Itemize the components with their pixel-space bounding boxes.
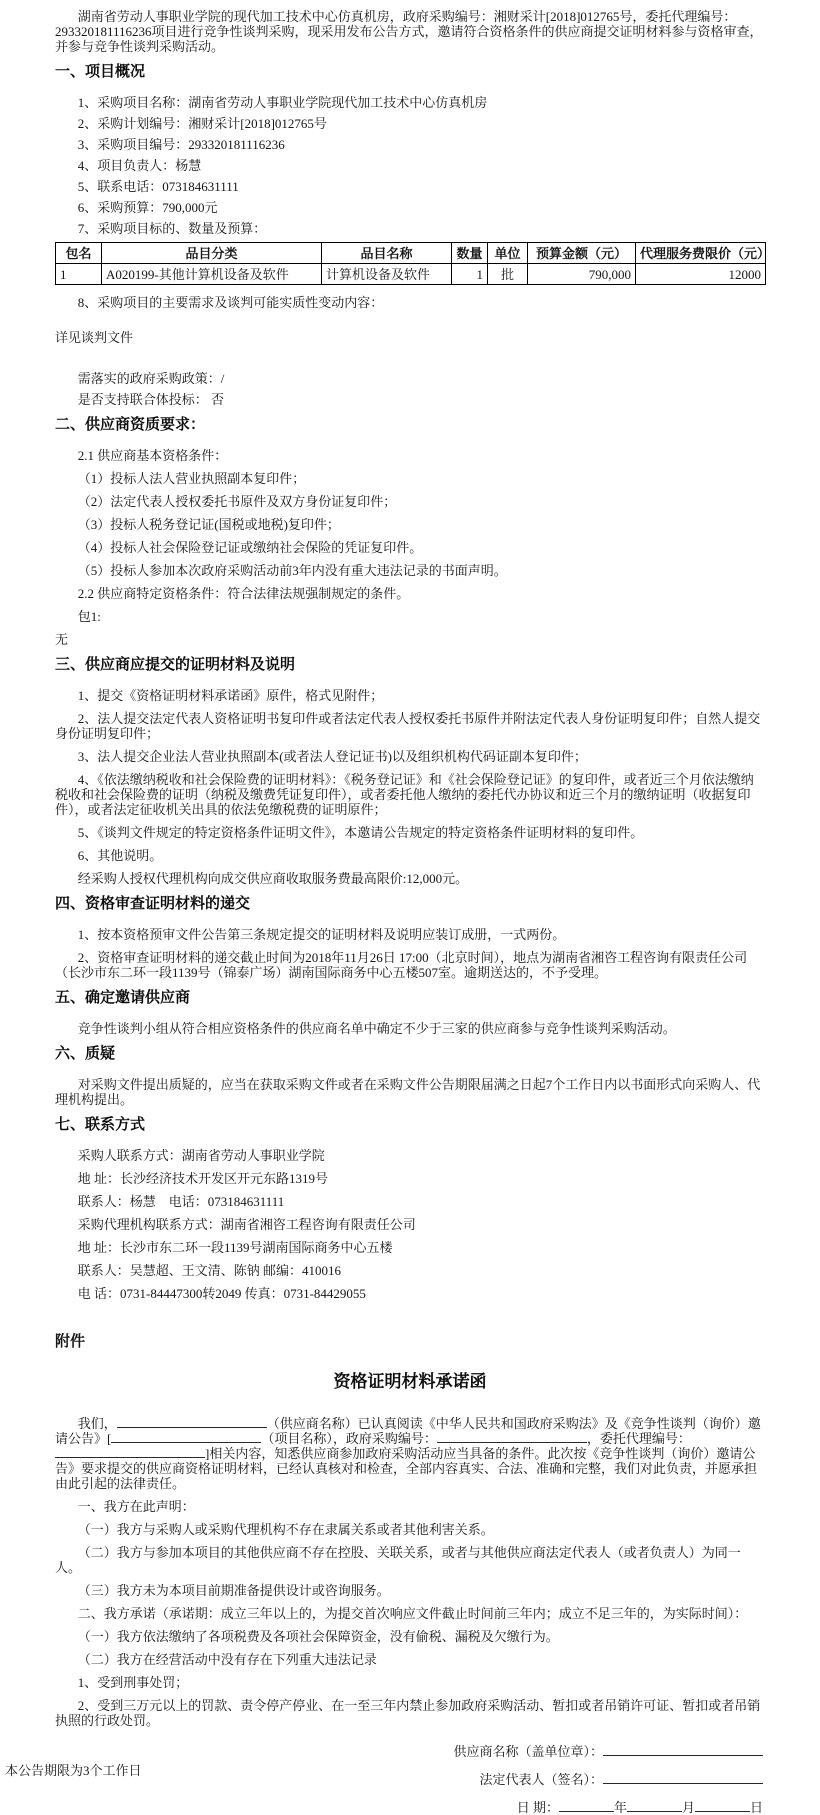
- joint-bid-line: 是否支持联合体投标： 否: [77, 392, 225, 407]
- supplier-signature-line: [55, 1744, 763, 1759]
- cell-quantity: 1: [452, 264, 488, 285]
- year-blank: [559, 1800, 614, 1812]
- material-item-5: 5、《谈判文件规定的特定资格条件证明文件》，本邀请公告规定的特定资格条件证明材料的复印件。: [77, 825, 644, 840]
- declaration-2-2: （二）我方在经营活动中没有存在下列重大违法记录: [77, 1652, 377, 1667]
- project-item-5: 5、联系电话：073184631111: [77, 179, 239, 194]
- header-agency-fee: 代理服务费限价（元）: [636, 243, 766, 264]
- purchaser-address: 地 址：长沙经济技术开发区开元东路1319号: [77, 1171, 329, 1186]
- header-category: 品目分类: [102, 243, 322, 264]
- declaration-1-3: （三）我方未为本项目前期准备提供设计或咨询服务。: [77, 1583, 390, 1598]
- signature-block: [55, 1744, 763, 1815]
- declaration-penalty-2: 2、受到三万元以上的罚款、责令停产停业、在一至三年内禁止参加政府采购活动、暂扣或者吊销许可证、暂扣或者吊销执照的行政处罚。: [55, 1698, 761, 1728]
- purchaser-contact: 采购人联系方式：湖南省劳动人事职业学院: [77, 1148, 325, 1163]
- header-package: 包名: [56, 243, 102, 264]
- supplier-name-blank: [117, 1416, 267, 1428]
- table-row: [56, 264, 766, 285]
- material-item-2: 2、法人提交法定代表人资格证明书复印件或者法定代表人授权委托书原件并附法定代表人身份证明复印件；自然人提交身份证明复印件；: [55, 711, 761, 741]
- project-item-4: 4、项目负责人：杨慧: [77, 158, 202, 173]
- section6-title: 六、质疑: [55, 1046, 116, 1062]
- intro-paragraph: 湖南省劳动人事职业学院的现代加工技术中心仿真机房，政府采购编号：湘财采计[2018]012765号，委托代理编号：293320181116236项目进行竞争性谈判采购，现采用发布公告方式，邀请符合资格条件的供应商提交证明材料参与资格审查，并参与竞争性谈判采购活动。: [55, 9, 763, 54]
- text-segment: ]相关内容，知悉供应商参加政府采购活动应当具备的条件。此次按《竞争性谈判（询价）邀请公告》要求提交的供应商资格证明材料，已经认真核对和检查，全部内容真实、合法、准确和完整，我们对此负责，并愿承担由此引起的法律责任。: [55, 1446, 758, 1491]
- legal-sign-blank: [603, 1772, 763, 1784]
- header-budget: 预算金额（元）: [528, 243, 636, 264]
- header-unit: 单位: [488, 243, 528, 264]
- date-line: [55, 1800, 763, 1815]
- cell-package: 1: [56, 264, 102, 285]
- qualification-item-1: （1）投标人法人营业执照副本复印件；: [77, 471, 306, 486]
- cell-budget: 790,000: [528, 264, 636, 285]
- declaration-1-2: （二）我方与参加本项目的其他供应商不存在控股、关联关系，或者与其他供应商法定代表人（或者负责人）为同一人。: [55, 1545, 741, 1575]
- declaration-2-1: （一）我方依法缴纳了各项税费及各项社会保障资金，没有偷税、漏税及欠缴行为。: [77, 1629, 559, 1644]
- budget-table: [55, 242, 771, 285]
- cell-category: A020199-其他计算机设备及软件: [102, 264, 322, 285]
- declaration-1-1: （一）我方与采购人或采购代理机构不存在隶属关系或者其他利害关系。: [77, 1522, 494, 1537]
- agency-person: 联系人：吴慧超、王文清、陈钠 邮编：410016: [77, 1263, 342, 1278]
- project-item-1: 1、采购项目名称：湖南省劳动人事职业学院现代加工技术中心仿真机房: [77, 95, 488, 110]
- announcement-period-note: 本公告期限为3个工作日: [5, 1763, 142, 1778]
- section3-title: 三、供应商应提交的证明材料及说明: [55, 657, 296, 673]
- agency-no-blank: [55, 1446, 205, 1458]
- submission-item-2: 2、资格审查证明材料的递交截止时间为2018年11月26日 17:00（北京时间），地点为湖南省湘咨工程咨询有限责任公司（长沙市东二环一段1139号（锦泰广场）湖南国际商务中心五楼507室。逾期送达的，不予受理。: [55, 950, 748, 980]
- attachment-label: 附件: [55, 1334, 86, 1350]
- declaration-heading-1: 一、我方在此声明：: [77, 1499, 195, 1514]
- date-label: 日 期：: [516, 1800, 559, 1815]
- qualification-item-5: （5）投标人参加本次政府采购活动前3年内没有重大违法记录的书面声明。: [77, 563, 507, 578]
- project-item-7: 7、采购项目标的、数量及预算：: [77, 221, 267, 236]
- qualification-item-2: （2）法定代表人授权委托书原件及双方身份证复印件；: [77, 494, 397, 509]
- text-segment: 我们，: [77, 1416, 117, 1431]
- section2-title: 二、供应商资质要求：: [55, 417, 206, 433]
- cell-agency-fee: 12000: [636, 264, 766, 285]
- month-blank: [627, 1800, 682, 1812]
- agency-contact: 采购代理机构联系方式：湖南省湘咨工程咨询有限责任公司: [77, 1217, 416, 1232]
- year-label: 年: [613, 1800, 627, 1815]
- declaration-penalty-1: 1、受到刑事处罚；: [77, 1675, 189, 1690]
- query-body: 对采购文件提出质疑的，应当在获取采购文件或者在采购文件公告期限届满之日起7个工作日内以书面形式向采购人、代理机构提出。: [55, 1077, 761, 1107]
- qualification-item-4: （4）投标人社会保险登记证或缴纳社会保险的凭证复印件。: [77, 540, 423, 555]
- legal-sign-label: 法定代表人（签名）：: [479, 1772, 603, 1787]
- section4-title: 四、资格审查证明材料的递交: [55, 896, 251, 912]
- project-item-8: 8、采购项目的主要需求及谈判可能实质性变动内容：: [77, 295, 384, 310]
- day-label: 日: [749, 1800, 763, 1815]
- day-blank: [695, 1800, 750, 1812]
- procurement-no-blank: [437, 1431, 587, 1443]
- material-item-6: 6、其他说明。: [77, 848, 163, 863]
- attachment-title: 资格证明材料承诺函: [333, 1372, 487, 1391]
- policy-line: 需落实的政府采购政策：/: [77, 371, 225, 386]
- agency-phone: 电 话：0731-84447300转2049 传真：0731-84429055: [77, 1286, 366, 1301]
- submission-item-1: 1、按本资格预审文件公告第三条规定提交的证明材料及说明应装订成册，一式两份。: [77, 927, 566, 942]
- section1-title: 一、项目概况: [55, 64, 146, 80]
- supplier-sign-blank: [603, 1744, 763, 1756]
- see-negotiation-doc: 详见谈判文件: [55, 330, 134, 345]
- month-label: 月: [681, 1800, 695, 1815]
- commitment-paragraph: [55, 1416, 765, 1491]
- qualification-2-1: 2.1 供应商基本资格条件：: [77, 448, 228, 463]
- material-item-4: 4、《依法缴纳税收和社会保险费的证明材料》：《税务登记证》和《社会保险登记证》的复印件，或者近三个月依法缴纳税收和社会保险费的证明（纳税及缴费凭证复印件），或者委托他人缴纳的委托代办协议和近三个月的缴纳证明（收据复印件），或者法定征收机关出具的依法免缴税费的证明原件；: [55, 772, 754, 817]
- project-item-2: 2、采购计划编号：湘财采计[2018]012765号: [77, 116, 327, 131]
- cell-item-name: 计算机设备及软件: [322, 264, 452, 285]
- cell-unit: 批: [488, 264, 528, 285]
- material-item-3: 3、法人提交企业法人营业执照副本(或者法人登记证书)以及组织机构代码证副本复印件；: [77, 749, 587, 764]
- text-segment: ，委托代理编号：: [586, 1431, 691, 1446]
- header-quantity: 数量: [452, 243, 488, 264]
- qualification-2-2: 2.2 供应商特定资格条件：符合法律法规强制规定的条件。: [77, 586, 410, 601]
- package-1-label: 包1:: [77, 609, 101, 624]
- material-item-1: 1、提交《资格证明材料承诺函》原件，格式见附件；: [77, 688, 384, 703]
- purchaser-person: 联系人：杨慧 电话：073184631111: [77, 1194, 285, 1209]
- text-segment: （项目名称），政府采购编号：: [261, 1431, 437, 1446]
- supplier-sign-label: 供应商名称（盖单位章）：: [453, 1744, 603, 1759]
- project-item-3: 3、采购项目编号：293320181116236: [77, 137, 285, 152]
- legal-signature-line: [55, 1772, 763, 1787]
- project-name-blank: [111, 1431, 261, 1443]
- section7-title: 七、联系方式: [55, 1117, 146, 1133]
- declaration-heading-2: 二、我方承诺（承诺期：成立三年以上的，为提交首次响应文件截止时间前三年内；成立不足三年的，为实际时间）：: [77, 1606, 748, 1621]
- table-header-row: [56, 243, 766, 264]
- project-item-6: 6、采购预算：790,000元: [77, 200, 218, 215]
- qualification-item-3: （3）投标人税务登记证(国税或地税)复印件；: [77, 517, 340, 532]
- section5-title: 五、确定邀请供应商: [55, 990, 191, 1006]
- header-item-name: 品目名称: [322, 243, 452, 264]
- invitation-body: 竞争性谈判小组从符合相应资格条件的供应商名单中确定不少于三家的供应商参与竞争性谈判采购活动。: [77, 1021, 676, 1036]
- service-fee-note: 经采购人授权代理机构向成交供应商收取服务费最高限价:12,000元。: [77, 871, 469, 886]
- agency-address: 地 址：长沙市东二环一段1139号湖南国际商务中心五楼: [77, 1240, 393, 1255]
- text-segment: （供应商名称）已认真阅读《中华人民共和国政府采购法》及《竞争性谈判（询价）邀请公告》[: [55, 1416, 761, 1446]
- none-text: 无: [55, 632, 69, 647]
